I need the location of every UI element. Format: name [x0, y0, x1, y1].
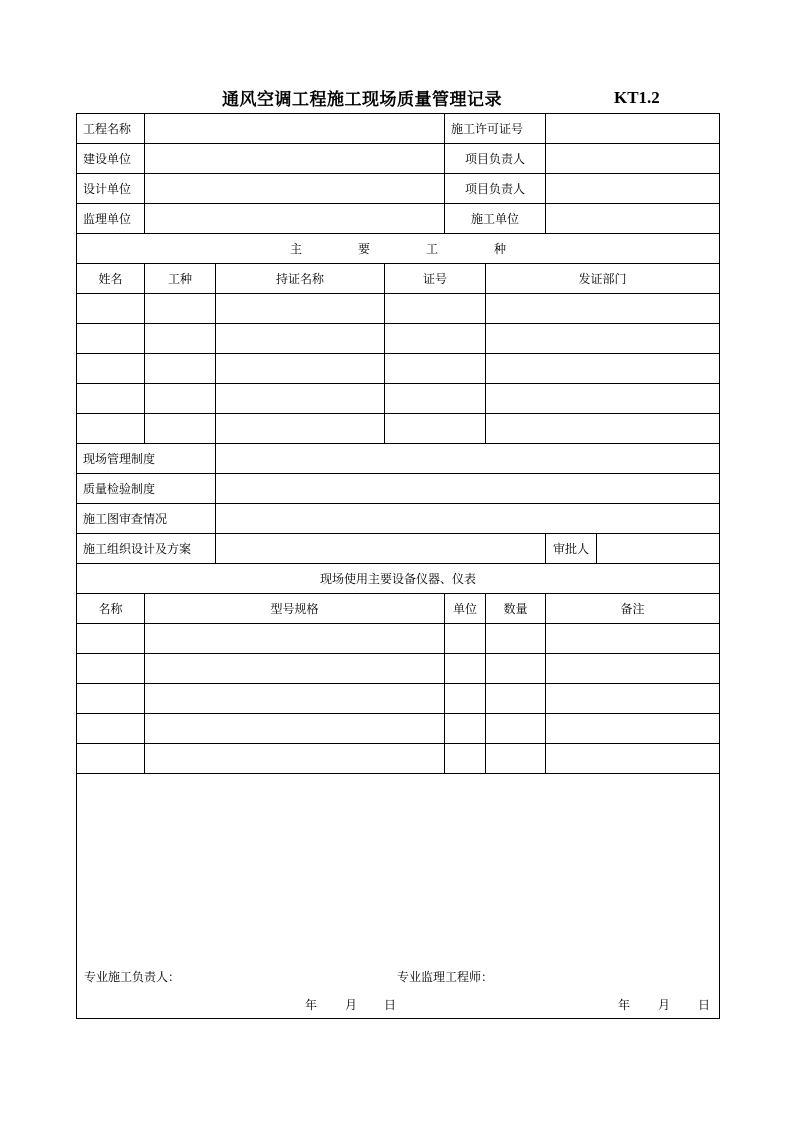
- date-day-right: 日: [698, 998, 711, 1012]
- equip-remark-cell[interactable]: [546, 714, 720, 744]
- issuer-cell[interactable]: [486, 414, 720, 444]
- owner-unit-field[interactable]: [145, 144, 445, 174]
- equip-name-cell[interactable]: [77, 714, 145, 744]
- table-row: [77, 294, 720, 324]
- equip-unit-cell[interactable]: [445, 624, 486, 654]
- heading-char: 工: [426, 242, 439, 256]
- info-label: 项目负责人: [445, 174, 546, 204]
- column-header: 备注: [546, 594, 720, 624]
- date-day-left: 日: [384, 998, 397, 1012]
- equip-name-cell[interactable]: [77, 624, 145, 654]
- trade-cell[interactable]: [145, 294, 216, 324]
- column-header: 证号: [385, 264, 486, 294]
- owner-manager-field[interactable]: [546, 144, 720, 174]
- column-header: 数量: [486, 594, 546, 624]
- equip-unit-cell[interactable]: [445, 714, 486, 744]
- column-header: 型号规格: [145, 594, 445, 624]
- system-label: 质量检验制度: [77, 474, 216, 504]
- construction-unit-field[interactable]: [546, 204, 720, 234]
- name-cell[interactable]: [77, 354, 145, 384]
- table-row: [77, 684, 720, 714]
- equip-model-cell[interactable]: [145, 624, 445, 654]
- supervision-unit-field[interactable]: [145, 204, 445, 234]
- info-label: 设计单位: [77, 174, 145, 204]
- issuer-cell[interactable]: [486, 324, 720, 354]
- info-row: [77, 114, 720, 144]
- cert-number-cell[interactable]: [385, 324, 486, 354]
- form-title-text: 通风空调工程施工现场质量管理记录: [222, 90, 502, 110]
- date-month-right: 月: [658, 998, 671, 1012]
- date-month-left: 月: [345, 998, 358, 1012]
- column-header: 发证部门: [486, 264, 720, 294]
- equip-qty-cell[interactable]: [486, 714, 546, 744]
- trade-cell[interactable]: [145, 354, 216, 384]
- name-cell[interactable]: [77, 414, 145, 444]
- project-name-field[interactable]: [145, 114, 445, 144]
- info-label: 项目负责人: [445, 144, 546, 174]
- certificate-cell[interactable]: [216, 354, 385, 384]
- table-row: [77, 744, 720, 774]
- equip-model-cell[interactable]: [145, 684, 445, 714]
- equip-model-cell[interactable]: [145, 654, 445, 684]
- equipment-header-row: [77, 594, 720, 624]
- site-management-field[interactable]: [216, 444, 720, 474]
- permit-number-field[interactable]: [546, 114, 720, 144]
- system-row: [77, 504, 720, 534]
- name-cell[interactable]: [77, 324, 145, 354]
- certificate-cell[interactable]: [216, 414, 385, 444]
- supervision-engineer-label: 专业监理工程师：: [397, 970, 494, 984]
- form-code: KT1.2: [614, 88, 660, 107]
- equip-name-cell[interactable]: [77, 654, 145, 684]
- equip-remark-cell[interactable]: [546, 624, 720, 654]
- issuer-cell[interactable]: [486, 384, 720, 414]
- system-row: [77, 474, 720, 504]
- trade-cell[interactable]: [145, 414, 216, 444]
- date-year-left: 年: [305, 998, 318, 1012]
- system-label: 现场管理制度: [77, 444, 216, 474]
- certificate-cell[interactable]: [216, 324, 385, 354]
- main-trades-heading-row: [77, 234, 720, 264]
- table-row: [77, 624, 720, 654]
- trade-cell[interactable]: [145, 384, 216, 414]
- equip-unit-cell[interactable]: [445, 744, 486, 774]
- column-header: 名称: [77, 594, 145, 624]
- equipment-heading: 现场使用主要设备仪器、仪表: [77, 564, 720, 594]
- equip-model-cell[interactable]: [145, 714, 445, 744]
- table-row: [77, 654, 720, 684]
- equip-qty-cell[interactable]: [486, 654, 546, 684]
- heading-char: 要: [358, 242, 371, 256]
- info-row: [77, 204, 720, 234]
- cert-number-cell[interactable]: [385, 354, 486, 384]
- info-label: 施工单位: [445, 204, 546, 234]
- system-label: 施工图审查情况: [77, 504, 216, 534]
- info-row: [77, 174, 720, 204]
- equip-unit-cell[interactable]: [445, 684, 486, 714]
- column-header: 持证名称: [216, 264, 385, 294]
- quality-inspection-field[interactable]: [216, 474, 720, 504]
- table-row: [77, 384, 720, 414]
- trade-cell[interactable]: [145, 324, 216, 354]
- approver-label: 审批人: [546, 534, 597, 564]
- approver-field[interactable]: [597, 534, 720, 564]
- name-cell[interactable]: [77, 384, 145, 414]
- form-title: [0, 85, 794, 111]
- equip-qty-cell[interactable]: [486, 744, 546, 774]
- signature-block: [77, 774, 720, 1019]
- issuer-cell[interactable]: [486, 354, 720, 384]
- certificate-cell[interactable]: [216, 294, 385, 324]
- cert-number-cell[interactable]: [385, 384, 486, 414]
- cert-number-cell[interactable]: [385, 294, 486, 324]
- info-label: 监理单位: [77, 204, 145, 234]
- issuer-cell[interactable]: [486, 294, 720, 324]
- name-cell[interactable]: [77, 294, 145, 324]
- construction-lead-label: 专业施工负责人：: [84, 970, 181, 984]
- quality-record-table: [76, 113, 720, 1019]
- info-label: 施工许可证号: [445, 114, 546, 144]
- org-design-row: [77, 534, 720, 564]
- column-header: 姓名: [77, 264, 145, 294]
- drawing-review-field[interactable]: [216, 504, 720, 534]
- equip-name-cell[interactable]: [77, 744, 145, 774]
- info-label: 建设单位: [77, 144, 145, 174]
- column-header: 单位: [445, 594, 486, 624]
- system-label: 施工组织设计及方案: [77, 534, 216, 564]
- equip-remark-cell[interactable]: [546, 684, 720, 714]
- column-header: 工种: [145, 264, 216, 294]
- org-design-field[interactable]: [216, 534, 546, 564]
- equip-remark-cell[interactable]: [546, 654, 720, 684]
- heading-char: 主: [289, 242, 302, 256]
- table-row: [77, 354, 720, 384]
- equip-qty-cell[interactable]: [486, 624, 546, 654]
- table-row: [77, 414, 720, 444]
- cert-number-cell[interactable]: [385, 414, 486, 444]
- signature-row: [77, 774, 720, 1019]
- equip-remark-cell[interactable]: [546, 744, 720, 774]
- equipment-heading-row: [77, 564, 720, 594]
- main-trades-header-row: [77, 264, 720, 294]
- main-trades-heading: [77, 234, 720, 264]
- table-row: [77, 714, 720, 744]
- equip-qty-cell[interactable]: [486, 684, 546, 714]
- heading-char: 种: [494, 242, 507, 256]
- info-label: 工程名称: [77, 114, 145, 144]
- equip-unit-cell[interactable]: [445, 654, 486, 684]
- design-unit-field[interactable]: [145, 174, 445, 204]
- certificate-cell[interactable]: [216, 384, 385, 414]
- design-manager-field[interactable]: [546, 174, 720, 204]
- equip-name-cell[interactable]: [77, 684, 145, 714]
- equip-model-cell[interactable]: [145, 744, 445, 774]
- table-row: [77, 324, 720, 354]
- date-year-right: 年: [618, 998, 631, 1012]
- system-row: [77, 444, 720, 474]
- info-row: [77, 144, 720, 174]
